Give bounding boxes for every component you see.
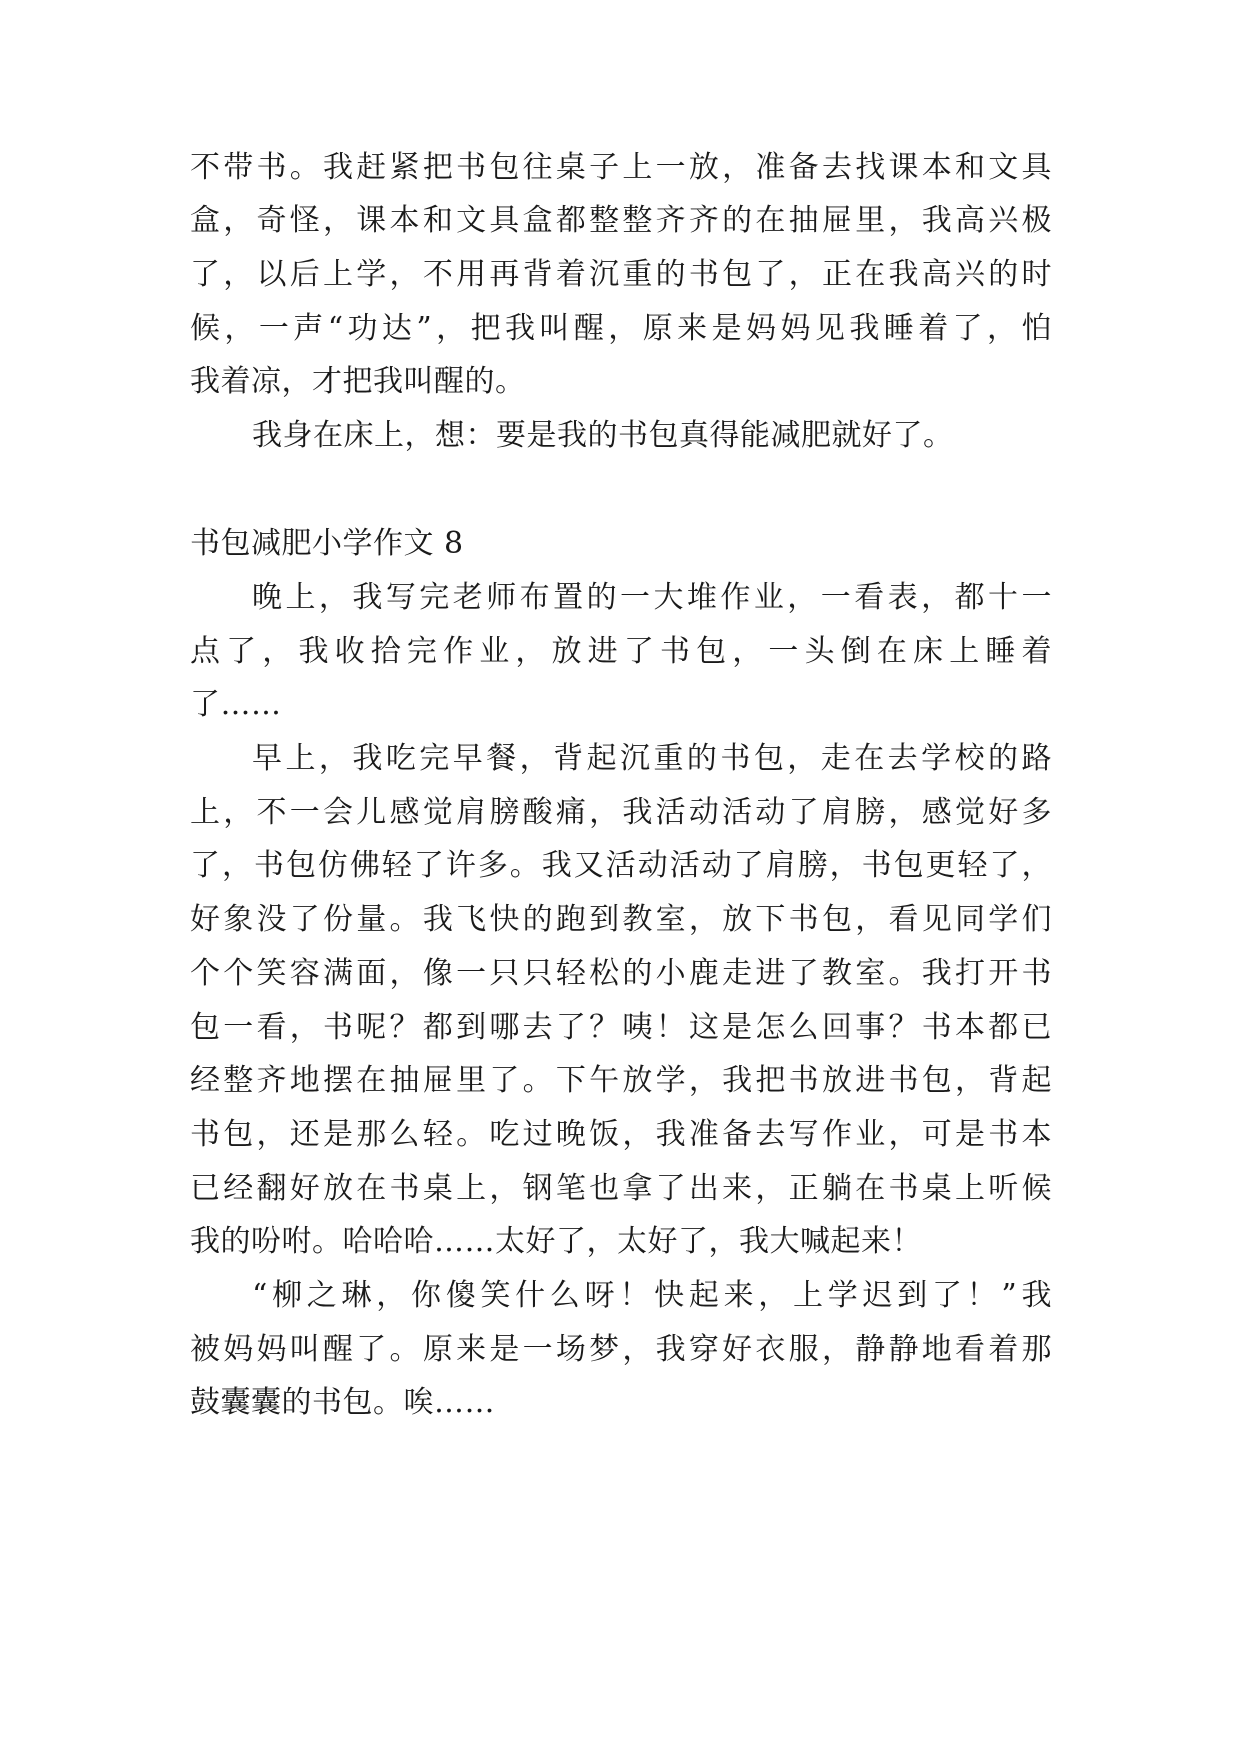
paragraph-line: 盒，奇怪，课本和文具盒都整整齐齐的在抽屉里，我高兴极: [190, 203, 1052, 238]
paragraph-line: 早上，我吃完早餐，背起沉重的书包，走在去学校的路: [252, 741, 1052, 776]
paragraph-line: 包一看，书呢？都到哪去了？咦！这是怎么回事？书本都已: [190, 1010, 1052, 1045]
paragraph-line: 个个笑容满面，像一只只轻松的小鹿走进了教室。我打开书: [190, 956, 1052, 991]
paragraph-line: 上，不一会儿感觉肩膀酸痛，我活动活动了肩膀，感觉好多: [190, 795, 1052, 830]
paragraph-line: 我身在床上，想：要是我的书包真得能减肥就好了。: [252, 418, 954, 453]
paragraph-line: 书包，还是那么轻。吃过晚饭，我准备去写作业，可是书本: [190, 1117, 1052, 1152]
paragraph-line: 不带书。我赶紧把书包往桌子上一放，准备去找课本和文具: [190, 150, 1052, 185]
paragraph-line: 了，以后上学，不用再背着沉重的书包了，正在我高兴的时: [190, 257, 1052, 292]
paragraph-line: 被妈妈叫醒了。原来是一场梦，我穿好衣服，静静地看着那: [190, 1332, 1052, 1367]
paragraph-line: 好象没了份量。我飞快的跑到教室，放下书包，看见同学们: [190, 902, 1052, 937]
paragraph-line: 了……: [190, 687, 282, 722]
paragraph-line: 鼓囊囊的书包。唉……: [190, 1385, 495, 1420]
paragraph-line: 经整齐地摆在抽屉里了。下午放学，我把书放进书包，背起: [190, 1063, 1052, 1098]
paragraph-line: 候，一声“功达”，把我叫醒，原来是妈妈见我睡着了，怕: [190, 311, 1052, 346]
paragraph-line: 了，书包仿佛轻了许多。我又活动活动了肩膀，书包更轻了，: [190, 848, 1052, 883]
paragraph-line: 已经翻好放在书桌上，钢笔也拿了出来，正躺在书桌上听候: [190, 1171, 1052, 1206]
essay-title: 书包减肥小学作文 8: [190, 526, 464, 561]
paragraph-line: 我着凉，才把我叫醒的。: [190, 364, 526, 399]
paragraph-line: 晚上，我写完老师布置的一大堆作业，一看表，都十一: [252, 580, 1052, 615]
paragraph-line: 点了，我收拾完作业，放进了书包，一头倒在床上睡着: [190, 634, 1052, 669]
paragraph-line: “柳之琳，你傻笑什么呀！快起来，上学迟到了！”我: [252, 1278, 1052, 1313]
paragraph-line: 我的吩咐。哈哈哈……太好了，太好了，我大喊起来！: [190, 1224, 922, 1259]
